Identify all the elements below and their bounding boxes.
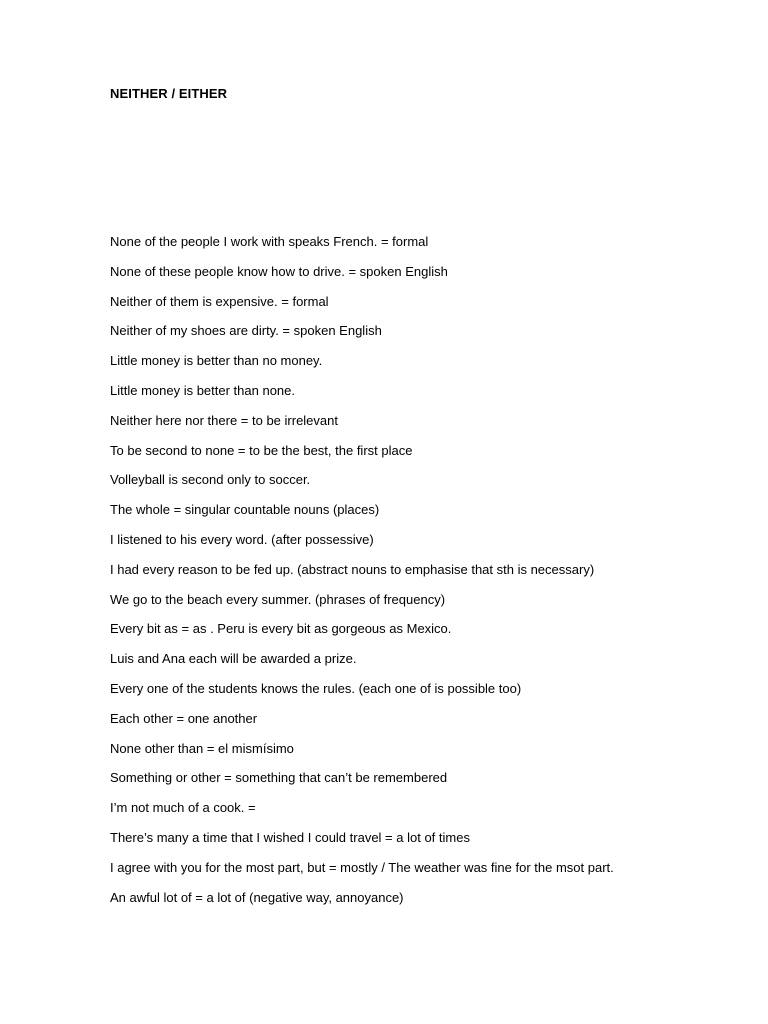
note-line: Neither here nor there = to be irrelevant <box>110 412 338 428</box>
note-line: Something or other = something that can’t be remembered <box>110 770 448 786</box>
notes-list <box>110 233 658 919</box>
note-line: I listened to his every word. (after possessive) <box>110 531 374 547</box>
note-line: I’m not much of a cook. = <box>110 800 256 816</box>
note-line: None of these people know how to drive. = spoken English <box>110 263 448 279</box>
note-line: An awful lot of = a lot of (negative way, annoyance) <box>110 889 404 905</box>
note-line: None other than = el mismísimo <box>110 740 294 756</box>
page-title: NEITHER / EITHER <box>110 86 228 101</box>
note-line: Volleyball is second only to soccer. <box>110 472 311 488</box>
note-line: Luis and Ana each will be awarded a prize. <box>110 651 357 667</box>
note-line: I had every reason to be fed up. (abstract nouns to emphasise that sth is necessary) <box>110 561 595 577</box>
note-line: None of the people I work with speaks French. = formal <box>110 234 429 249</box>
note-line: Every bit as = as . Peru is every bit as gorgeous as Mexico. <box>110 621 452 637</box>
note-line: There’s many a time that I wished I could travel = a lot of times <box>110 829 470 845</box>
note-line: Neither of my shoes are dirty. = spoken English <box>110 323 382 339</box>
note-line: Every one of the students knows the rules. (each one of is possible too) <box>110 680 522 696</box>
note-line: To be second to none = to be the best, the first place <box>110 442 413 458</box>
note-line: Each other = one another <box>110 710 258 726</box>
note-line: We go to the beach every summer. (phrases of frequency) <box>110 591 446 607</box>
note-line: The whole = singular countable nouns (places) <box>110 502 380 518</box>
note-line: Neither of them is expensive. = formal <box>110 293 329 309</box>
note-line: Little money is better than no money. <box>110 353 323 369</box>
note-line: I agree with you for the most part, but = mostly / The weather was fine for the msot part. <box>110 859 614 875</box>
note-line: Little money is better than none. <box>110 382 296 398</box>
